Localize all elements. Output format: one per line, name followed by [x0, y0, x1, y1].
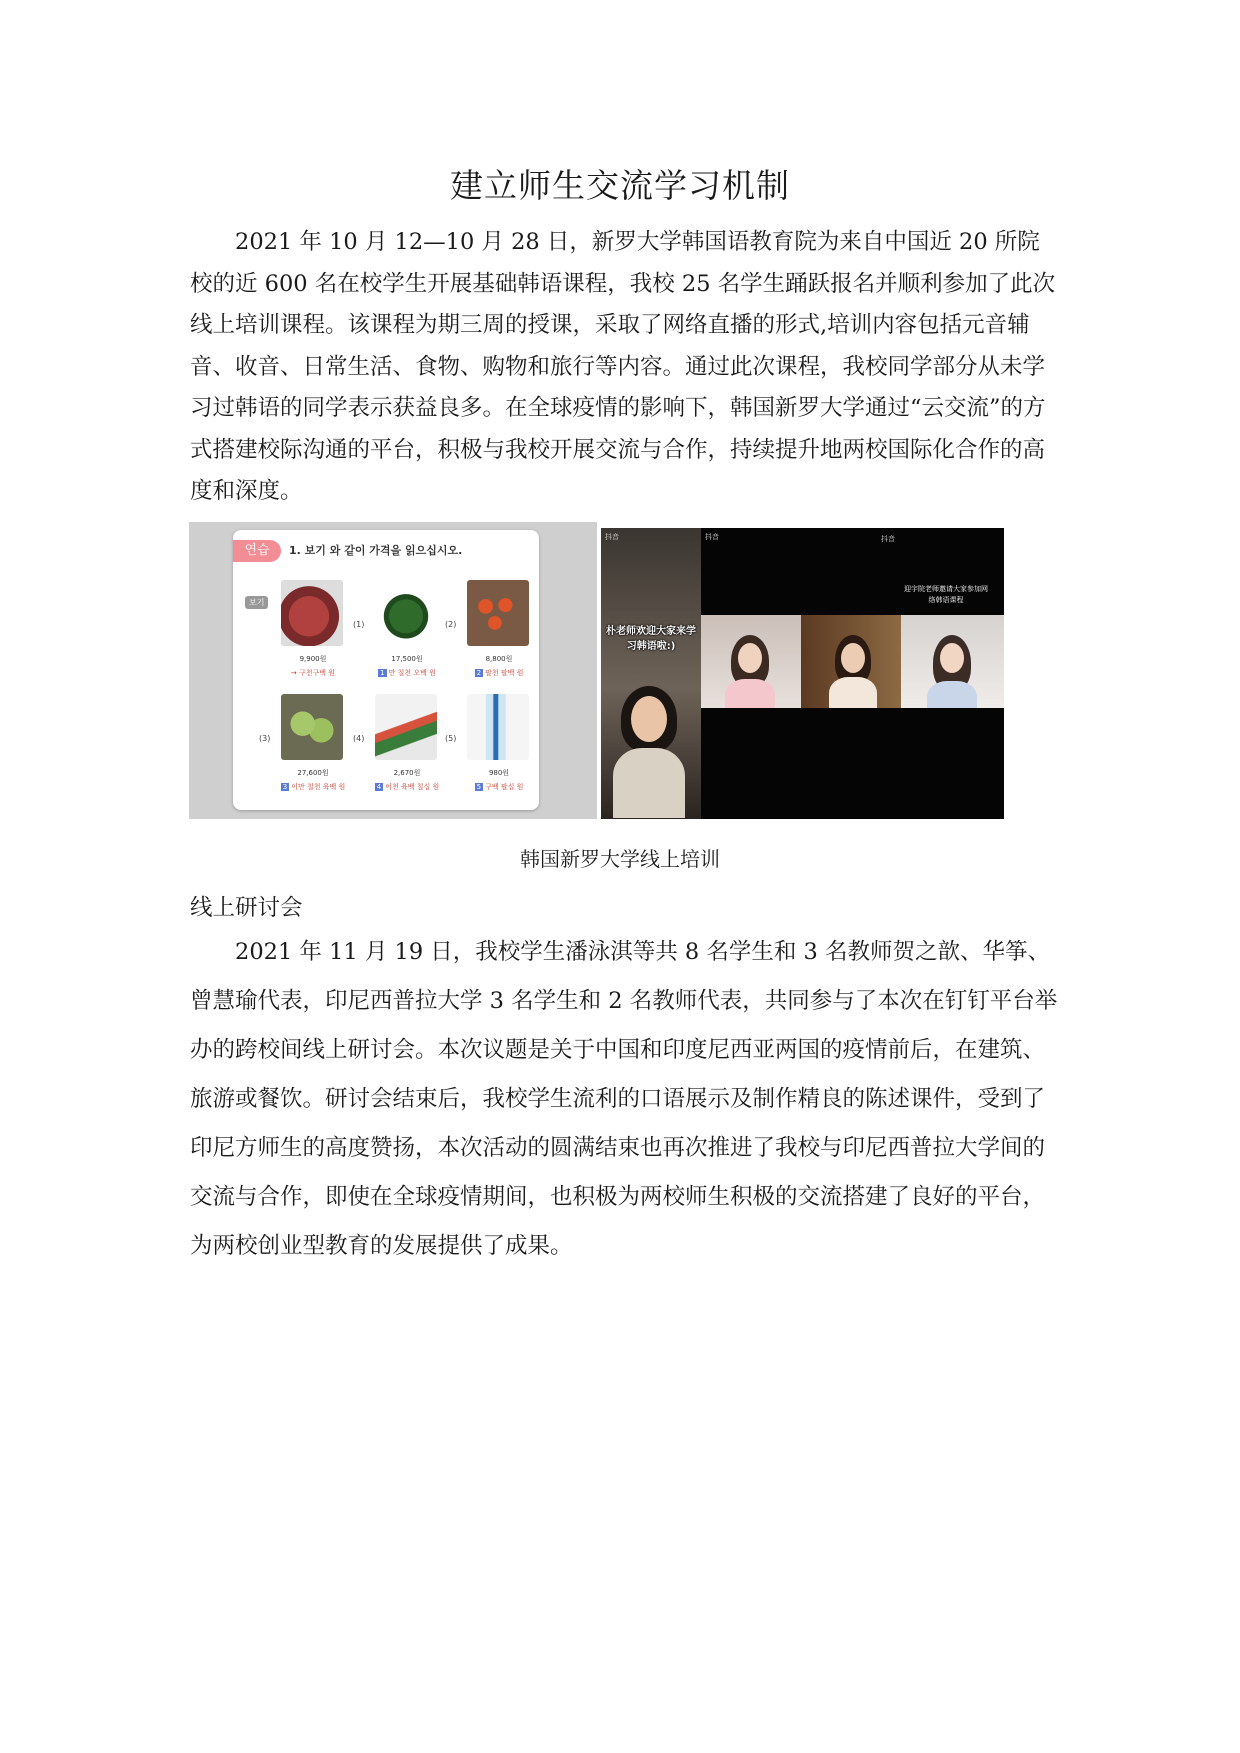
water-bottle-image: [467, 694, 529, 760]
melon-image: [281, 694, 343, 760]
worksheet-instruction: 1. 보기 와 같이 가격을 읽으십시오.: [289, 544, 463, 557]
student-video-tile: [701, 615, 801, 708]
video-tile: 抖音: [701, 528, 801, 615]
student-video-tile: [801, 615, 901, 708]
meat-image: [281, 580, 343, 646]
video-tile: 抖音 迎宇院老师邀请大家参加网络韩语课程: [801, 528, 1004, 615]
worksheet-card: [233, 530, 539, 810]
item-price: 17,500원: [391, 655, 423, 663]
item-answer: → 구천구백 원: [290, 669, 336, 677]
worksheet-item: (5) 980원 5 구백 팔십 원: [455, 694, 543, 812]
item-answer: 5 구백 팔십 원: [476, 783, 524, 791]
item-price: 980원: [488, 769, 510, 777]
student-video-tile: [901, 615, 1004, 708]
item-answer: 4 이천 육백 칠십 원: [376, 783, 440, 791]
video-tile: [701, 708, 801, 819]
intro-paragraph: 2021 年 10 月 12—10 月 28 日，新罗大学韩国语教育院为来自中国近 20 所院校的近 600 名在校学生开展基础韩语课程，我校 25 名学生踊跃报名并顺利参加了此次线上培训课程。该课程为期三周的授课，采取了网络直播的形式,培训内容包括元音辅音、收音、日常生活、食物、购物和旅行等内容。通过此次课程，我校同学部分从未学习过韩语的同学表示获益良多。在全球疫情的影响下，韩国新罗大学通过“云交流”的方式搭建校际沟通的平台，积极与我校开展交流与合作，持续提升地两校国际化合作的高度和深度。: [190, 229, 1056, 504]
item-price: 8,800원: [485, 655, 513, 663]
item-price: 27,600원: [297, 769, 329, 777]
video-call-photo: [601, 528, 1004, 819]
worksheet-photo: [189, 522, 597, 819]
worksheet-item: (3) 27,600원 3 이만 칠천 육백 원: [269, 694, 357, 812]
tile-caption: 迎宇院老师邀请大家参加网络韩语课程: [904, 585, 988, 604]
item-answer: 3 이만 칠천 육백 원: [282, 783, 346, 791]
page-title: 建立师生交流学习机制: [450, 166, 790, 205]
practice-badge: 연습: [233, 540, 281, 562]
tomato-image: [467, 580, 529, 646]
video-tile: [901, 708, 1004, 819]
seminar-paragraph: 2021 年 11 月 19 日，我校学生潘泳淇等共 8 名学生和 3 名教师贺之歆、华筝、曾慧瑜代表，印尼西普拉大学 3 名学生和 2 名教师代表，共同参与了本次在钉钉平台举办的跨校间线上研讨会。本次议题是关于中国和印度尼西亚两国的疫情前后，在建筑、旅游或餐饮。研讨会结束后，我校学生流利的口语展示及制作精良的陈述课件，受到了印尼方师生的高度赞扬，本次活动的圆满结束也再次推进了我校与印尼西普拉大学间的交流与合作，即使在全球疫情期间，也积极为两校师生积极的交流搭建了良好的平台，为两校创业型教育的发展提供了成果。: [190, 939, 1058, 1259]
watermelon-image: [375, 580, 437, 646]
item-answer: 1 만 칠천 오백 원: [380, 669, 436, 677]
app-logo-icon: 抖音: [605, 533, 619, 541]
item-answer: 2 팔천 팔백 원: [476, 669, 524, 677]
worksheet-item: (1) 17,500원 1 만 칠천 오백 원: [363, 580, 451, 698]
item-price: 2,670원: [393, 769, 421, 777]
example-tag: 보기: [245, 596, 268, 609]
milk-carton-image: [375, 694, 437, 760]
video-tile: [801, 708, 901, 819]
worksheet-item: [269, 580, 357, 698]
stream-banner: 朴老师欢迎大家来学习韩语啦:): [606, 626, 696, 652]
figure-caption: 韩国新罗大学线上培训: [520, 847, 720, 871]
item-price: 9,900원: [299, 655, 327, 663]
teacher-video-tile: [601, 528, 701, 819]
section-heading: 线上研讨会: [190, 895, 303, 921]
worksheet-item: (4) 2,670원 4 이천 육백 칠십 원: [363, 694, 451, 812]
worksheet-item: (2) 8,800원 2 팔천 팔백 원: [455, 580, 543, 698]
